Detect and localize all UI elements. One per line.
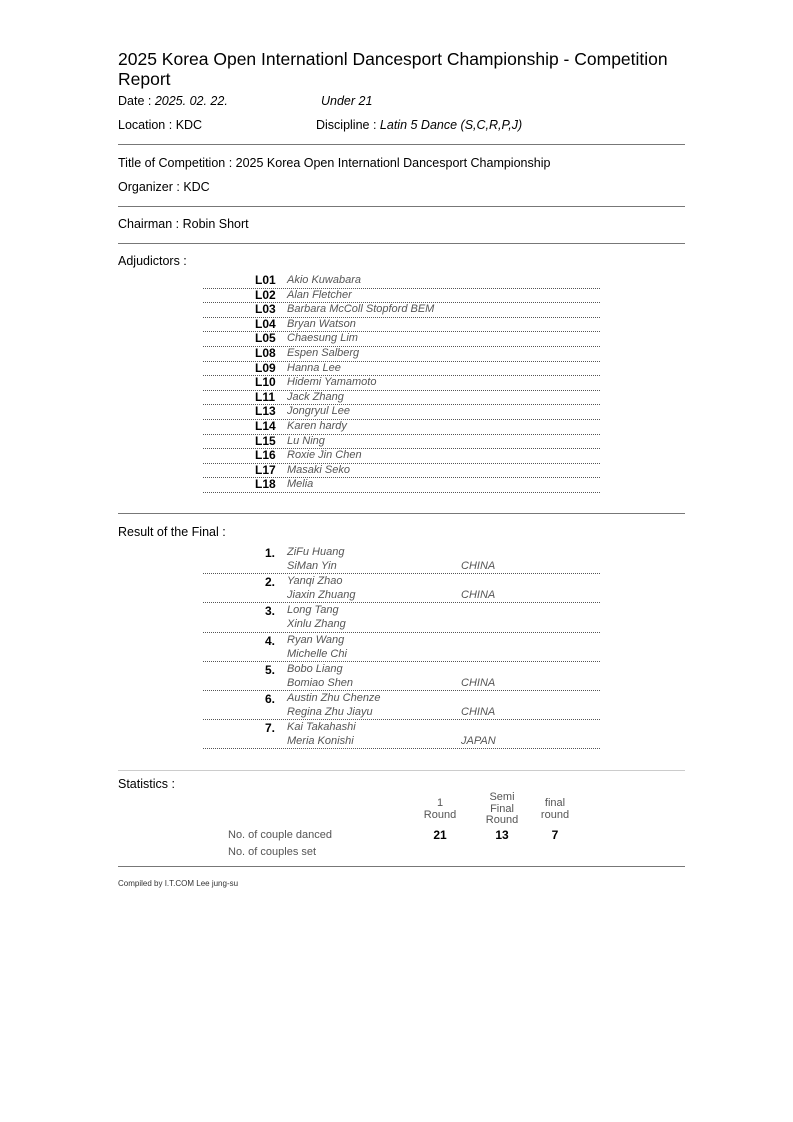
- competition-title-value: 2025 Korea Open Internationl Dancesport Championship: [235, 156, 551, 170]
- chairman-value: Robin Short: [182, 217, 249, 231]
- organizer-line: [118, 180, 210, 194]
- adjudicator-row: [203, 288, 600, 304]
- result-country: CHINA: [461, 560, 496, 572]
- divider: [118, 243, 685, 244]
- discipline-value: Latin 5 Dance (S,C,R,P,J): [379, 118, 523, 132]
- couples-danced-round1: 21: [433, 828, 447, 842]
- result-rank: 1.: [264, 546, 275, 560]
- adjudicator-name: Bryan Watson: [287, 317, 356, 330]
- stat-col-round1: [415, 798, 465, 821]
- adjudicator-name: Hanna Lee: [287, 361, 341, 374]
- stat-col-final: [530, 798, 580, 821]
- category-value: Under 21: [321, 94, 373, 108]
- adjudicator-name: Alan Fletcher: [287, 288, 352, 301]
- couples-danced-label: No. of couple danced: [228, 829, 332, 841]
- adjudicator-row: [203, 477, 600, 493]
- results-heading: Result of the Final :: [118, 525, 226, 539]
- date-line: [118, 94, 228, 108]
- date-label: Date :: [118, 94, 155, 108]
- divider: [118, 513, 685, 514]
- adjudicator-code: L03: [255, 302, 276, 317]
- adjudicator-row: [203, 463, 600, 479]
- location-value: KDC: [175, 118, 203, 132]
- result-row: [203, 632, 600, 662]
- adjudicator-name: Lu Ning: [287, 434, 325, 447]
- adjudicator-code: L02: [255, 287, 276, 302]
- adjudicator-row: [203, 361, 600, 377]
- adjudicator-row: [203, 331, 600, 347]
- adjudicator-row: [203, 273, 600, 289]
- stat-col-line: 1: [436, 797, 444, 809]
- adjudicator-code: L08: [255, 346, 276, 360]
- result-partner1: Bobo Liang: [287, 662, 343, 675]
- adjudicator-code: L04: [255, 316, 276, 331]
- adjudicator-row: [203, 404, 600, 420]
- date-value: 2025. 02. 22.: [154, 94, 228, 108]
- result-partner2: Bomiao Shen: [287, 676, 354, 689]
- divider: [118, 866, 685, 867]
- adjudicator-name: Espen Salberg: [287, 347, 360, 359]
- page-title: 2025 Korea Open Internationl Dancesport Championship - Competition Report: [118, 49, 668, 89]
- adjudicator-row: [203, 346, 600, 362]
- result-row: [203, 573, 600, 603]
- result-partner1: ZiFu Huang: [287, 546, 345, 558]
- result-rank: 7.: [264, 721, 275, 736]
- adjudicator-name: Karen hardy: [287, 420, 347, 432]
- result-partner2: Regina Zhu Jiayu: [287, 706, 373, 718]
- stat-col-line: Round: [423, 808, 457, 821]
- couples-danced-semifinal: 13: [495, 828, 509, 842]
- discipline-label: Discipline :: [316, 118, 380, 132]
- result-country: CHINA: [461, 589, 496, 602]
- stat-col-line: round: [540, 808, 570, 821]
- divider: [118, 770, 685, 771]
- discipline-line: [316, 118, 522, 132]
- result-partner1: Ryan Wang: [287, 633, 345, 646]
- result-partner1: Yanqi Zhao: [287, 575, 343, 588]
- adjudicator-name: Akio Kuwabara: [287, 274, 361, 286]
- adjudicator-name: Jongryul Lee: [287, 405, 350, 418]
- adjudicator-name: Masaki Seko: [287, 463, 350, 476]
- adjudicator-code: L09: [255, 360, 276, 375]
- adjudicator-row: [203, 375, 600, 391]
- adjudicator-code: L11: [255, 389, 276, 404]
- adjudicator-code: L16: [255, 448, 276, 463]
- stat-col-semifinal: [477, 792, 527, 827]
- result-country: JAPAN: [461, 735, 496, 748]
- adjudicator-row: [203, 302, 600, 318]
- adjudicator-row: [203, 419, 600, 435]
- result-rank: 3.: [264, 604, 275, 619]
- adjudicator-code: L05: [255, 331, 276, 346]
- result-partner1: Austin Zhu Chenze: [287, 692, 381, 704]
- result-partner2: Michelle Chi: [287, 647, 347, 660]
- result-country: CHINA: [461, 676, 496, 689]
- footer-credit: Compiled by I.T.COM Lee jung-su: [118, 879, 239, 888]
- competition-title-line: [118, 156, 550, 170]
- divider: [118, 206, 685, 207]
- adjudicator-code: L10: [255, 375, 276, 390]
- result-rank: 4.: [264, 633, 275, 648]
- result-rank: 2.: [264, 575, 275, 590]
- stat-col-line: final: [544, 797, 566, 809]
- result-partner1: Kai Takahashi: [287, 721, 356, 734]
- divider: [118, 144, 685, 145]
- result-row: [203, 602, 600, 632]
- result-rank: 6.: [264, 692, 275, 706]
- result-country: CHINA: [461, 706, 496, 718]
- statistics-heading: Statistics :: [118, 777, 175, 791]
- adjudicator-name: Barbara McColl Stopford BEM: [287, 303, 435, 316]
- result-partner2: Meria Konishi: [287, 735, 354, 748]
- chairman-line: [118, 217, 249, 231]
- adjudicator-code: L14: [255, 419, 276, 433]
- adjudicator-name: Melia: [287, 478, 314, 491]
- organizer-value: KDC: [183, 180, 210, 194]
- adjudicator-row: [203, 448, 600, 464]
- couples-set-label: No. of couples set: [228, 846, 317, 858]
- adjudicator-code: L15: [255, 433, 276, 448]
- adjudicator-name: Roxie Jin Chen: [287, 449, 362, 462]
- result-partner2: SiMan Yin: [287, 560, 337, 572]
- result-rank: 5.: [264, 662, 275, 677]
- stat-col-line: Final: [490, 802, 514, 815]
- result-row: [203, 544, 600, 574]
- competition-title-label: Title of Competition :: [118, 156, 236, 170]
- adjudicator-name: Chaesung Lim: [287, 332, 358, 345]
- couples-danced-final: 7: [551, 828, 559, 842]
- adjudicator-row: [203, 434, 600, 450]
- adjudicator-row: [203, 317, 600, 333]
- adjudicator-row: [203, 390, 600, 406]
- result-row: [203, 661, 600, 691]
- adjudicators-heading: Adjudictors :: [118, 254, 187, 268]
- adjudicator-code: L18: [255, 477, 276, 492]
- result-row: [203, 719, 600, 749]
- result-partner1: Long Tang: [287, 604, 339, 617]
- chairman-label: Chairman :: [118, 217, 183, 231]
- organizer-label: Organizer :: [118, 180, 184, 194]
- location-line: [118, 118, 202, 132]
- adjudicator-name: Hidemi Yamamoto: [287, 376, 377, 389]
- adjudicator-code: L01: [255, 273, 276, 287]
- result-partner2: Jiaxin Zhuang: [287, 589, 356, 602]
- result-partner2: Xinlu Zhang: [287, 618, 346, 631]
- result-row: [203, 690, 600, 720]
- stat-col-line: Semi: [489, 791, 515, 803]
- stat-col-line: Round: [485, 814, 519, 826]
- adjudicator-code: L17: [255, 462, 276, 477]
- adjudicator-code: L13: [255, 404, 276, 419]
- location-label: Location :: [118, 118, 176, 132]
- adjudicator-name: Jack Zhang: [287, 390, 344, 403]
